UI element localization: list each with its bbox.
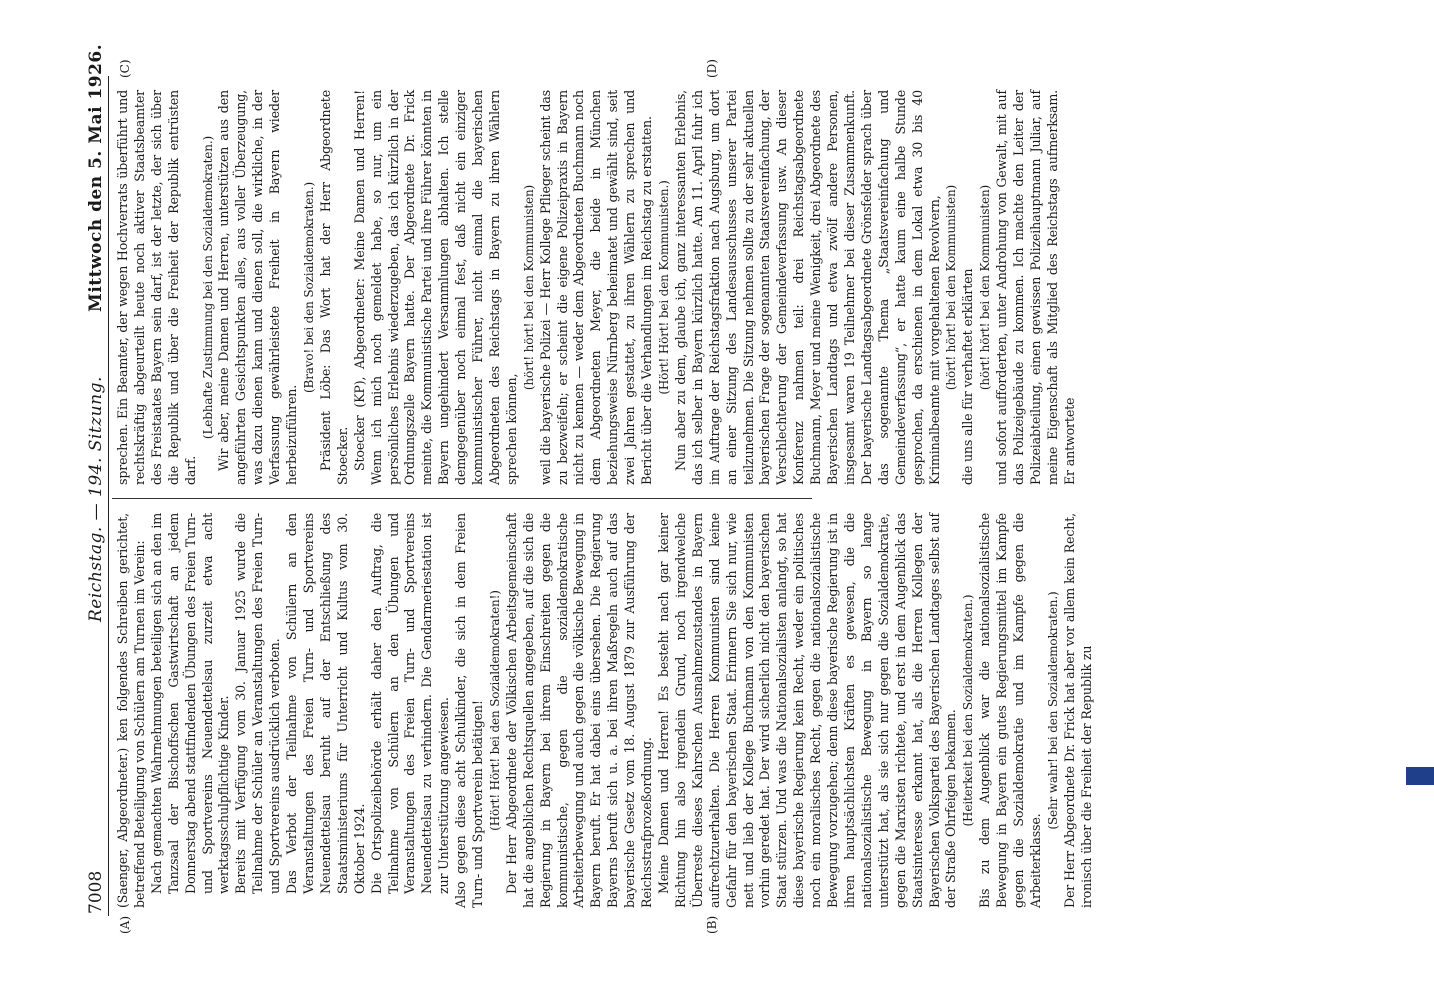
margin-letter-d: (D) bbox=[705, 59, 719, 78]
right-running-title: Mittwoch den 5. Mai 1926. bbox=[86, 43, 106, 312]
paragraph: Nach gemachten Wahrnehmungen beteiligen sich an den im Tanzsaal der Bischoffschen Gastwirtschaft an jedem Donnerstag abend stattfindenden Übungen des Freien Turn- und Sportvereins Neuendettelsau zurzeit etwa acht werktagsschulpflichtige Kinder. bbox=[148, 513, 232, 894]
paragraph: (Saenger, Abgeordneter.) ken folgendes Schreiben gerichtet, betreffend Beteiligung von Schülern am Turnen im Verein: bbox=[115, 513, 147, 908]
left-running-title: Reichstag. — 194. Sitzung. bbox=[86, 376, 106, 622]
paragraph: (Heiterkeit bei den Sozialdemokraten.) bbox=[961, 594, 976, 827]
paragraph: weil die bayerische Polizei — Herr Kollege Pflieger scheint das zu bezweifeln; er scheint die eigene Polizeipraxis in Bayern nicht zu kennen — weder dem Abgeordneten Buchmann noch dem Abgeordneten Meyer, die beide in München beziehungsweise Nürnberg beheimatet und gewählt sind, seit zwei Jahren gestattet, zu ihren Wählern zu sprechen und Bericht über die Verhandlungen im Reichstag zu erstatten. bbox=[537, 90, 655, 485]
page-number: 7008 bbox=[86, 870, 106, 914]
header-rule bbox=[108, 76, 109, 916]
paragraph: (Bravo! bei den Sozialdemokraten.) bbox=[301, 182, 316, 393]
paragraph: Meine Damen und Herren! Es besteht nach gar keiner Richtung hin also irgendein Grund, noch irgendwelche Überreste dieses Kahrschen Ausnahmezustandes in Bayern aufrechtzuerhalten. Die Herren Kommunisten sind keine Gefahr für den bayerischen Staat. Erinnern Sie sich nur, wie nett und lieb der Kollege Buchmann von den Kommunisten vorhin geredet hat. Der wird sicherlich nicht den bayerischen Staat stürzen. Und was die Nationalsozialisten anlangt, so hat diese bayerische Regierung kein Recht, weder ein politisches noch ein moralisches Recht, gegen die nationalsozialistische Bewegung vorzugehen; denn diese bayerische Regierung ist in ihren hauptsächlichsten Kräften es gewesen, die die nationalsozialistische Bewegung in Bayern so lange unterstützt hat, als sie sich nur gegen die Sozialdemokratie, gegen die Marxisten richtete, und erst in dem Augenblick das Staatsinteresse erkannt hat, als die Herren Kollegen der Bayerischen Volkspartei des Bayerischen Landtages selbst auf der Straße Ohrfeigen bekamen. bbox=[656, 513, 959, 908]
paragraph: (hört! hört! bei den Kommunisten) bbox=[944, 184, 959, 391]
paragraph: Bereits mit Verfügung vom 30. Januar 1925 wurde die Teilnahme der Schüler an Veranstaltungen des Freien Turn- und Sportvereins ausdrücklich verboten. bbox=[233, 513, 283, 894]
margin-letter-a: (A) bbox=[118, 915, 132, 934]
paragraph: Das Verbot der Teilnahme von Schülern an den Veranstaltungen des Freien Turn- und Sportvereins Neuendettelsau beruht auf der Entschließung des Staatsministeriums für Unterricht und Kultus vom 30. Oktober 1924. bbox=[284, 513, 367, 894]
paragraph: Wir aber, meine Damen und Herren, unterstützen aus den angeführten Gesichtspunkten alles, aus voller Überzeugung, was dazu dienen kann und dienen soll, die wirkliche, in der Verfassung gewährleistete Freiheit in Bayern wieder herbeizuführen. bbox=[216, 90, 300, 485]
paragraph: (Lebhafte Zustimmung bei den Sozialdemokraten.) bbox=[200, 135, 215, 440]
dfg-logo bbox=[1406, 767, 1434, 785]
paragraph: Die Ortspolizeibehörde erhält daher den Auftrag, die Teilnahme von Schülern an den Übungen und Veranstaltungen des Freien Turn- und Sportvereins Neuendettelsau zu verhindern. Die Gendarmeriestation ist zur Unterstützung angewiesen. bbox=[368, 513, 452, 894]
paragraph: sprechen. Ein Beamter, der wegen Hochverrats überführt und rechtskräftig abgeurteilt heute noch aktiver Staatsbeamter des Freistaates Bayern sein darf, ist der letzte, der sich über die Republik und über die Freiheit der Republik entrüsten darf. bbox=[115, 90, 198, 485]
margin-letter-c: (C) bbox=[118, 59, 132, 78]
paragraph: (Sehr wahr! bei den Sozialdemokraten.) bbox=[1045, 591, 1060, 830]
right-column bbox=[115, 90, 1434, 485]
paragraph: Bis zu dem Augenblick war die nationalsozialistische Bewegung in Bayern ein gutes Regierungsmittel im Kampfe gegen die Sozialdemokratie und im Kampfe gegen die Arbeiterklasse. bbox=[977, 513, 1043, 908]
paragraph: Also gegen diese acht Schulkinder, die sich in dem Freien Turn- und Sportverein betätigen! bbox=[453, 513, 486, 908]
paragraph: (Hört! Hört! bei den Kommunisten.) bbox=[657, 180, 671, 395]
paragraph: (hört! hört! bei den Kommunisten) bbox=[521, 184, 536, 391]
paragraph: Präsident Löbe: Das Wort hat der Herr Abgeordnete Stoecker. bbox=[317, 90, 350, 485]
column-divider bbox=[112, 498, 812, 499]
paragraph: Der Herr Abgeordnete der Völkischen Arbeitsgemeinschaft hat die angeblichen Rechtsquellen angegeben, auf die sich die Regierung in Bayern bei ihrem Einschreiten gegen die kommunistische, gegen die sozialdemokratische Arbeiterbewegung und auch gegen die völkische Bewegung in Bayern beruft. Er hat dabei eins übersehen. Die Regierung Bayerns beruft sich u. a. bei ihren Maßregeln auch auf das bayerische Gesetz vom 18. August 1879 zur Ausführung der Reichsstrafprozeßordnung. bbox=[503, 513, 655, 908]
paragraph: (Hört! Hört! bei den Sozialdemokraten!) bbox=[487, 590, 502, 831]
paragraph: die uns alle für verhaftet erklärten bbox=[960, 268, 976, 485]
paragraph: Stoecker (KP), Abgeordneter: Meine Damen und Herren! Wenn ich mich noch gemeldet habe, so nur, um ein persönliches Erlebnis wiederzugeben, das ich kürzlich in der Ordnungszelle Bayern hatte. Der Abgeordnete Dr. Frick meinte, die Kommunistische Partei und ihre Führer könnten in Bayern ungehindert Versammlungen abhalten. Ich stelle demgegenüber noch einmal fest, daß nicht ein einziger kommunistischer Führer, nicht einmal die bayerischen Abgeordneten des Reichstags in Bayern zu ihren Wählern sprechen können, bbox=[351, 90, 519, 485]
left-column bbox=[115, 513, 1434, 908]
paragraph: Der Herr Abgeordnete Dr. Frick hat aber vor allem kein Recht, ironisch über die Freiheit der Republik zu bbox=[1061, 513, 1094, 908]
digitization-note bbox=[1408, 12, 1434, 792]
margin-letter-b: (B) bbox=[705, 915, 719, 934]
paragraph: (hört! hört! bei den Kommunisten) bbox=[978, 184, 993, 391]
paragraph: Nun aber zu dem, glaube ich, ganz interessanten Erlebnis, das ich selber in Bayern kürzlich hatte. Am 11. April fuhr ich im Auftrage der Reichstagsfraktion nach Augsburg, um dort an einer Sitzung des Landesausschusses unserer Partei teilzunehmen. Die Sitzung nehmen sollte zu der sehr aktuellen bayerischen Frage der sogenannten Staatsvereinfachung, der Verschlechterung der Gemeindeverfassung usw. An dieser Konferenz nahmen teil: drei Reichstagsabgeordnete Buchmann, Meyer und meine Wenigkeit, drei Abgeordnete des Bayerischen Landtags und etwa zwölf andere Personen, insgesamt waren 19 Teilnehmer bei dieser Zusammenkunft. Der bayerische Landtagsabgeordnete Grönsfelder sprach über das sogenannte Thema „Staatsvereinfachung und Gemeindeverfassung“, er hatte kaum eine halbe Stunde gesprochen, da erschienen in dem Lokal etwa 30 bis 40 Kriminalbeamte mit vorgehaltenen Revolvern, bbox=[672, 90, 942, 485]
paragraph: und sofort aufforderten, unter Androhung von Gewalt, mit auf das Polizeigebäude zu kommen. Ich machte den Leiter der Polizeiabteilung, einen gewissen Polizeihauptmann Juliar, auf meine Eigenschaft als Mitglied des Reichstags aufmerksam. Er antwortete bbox=[994, 90, 1077, 485]
